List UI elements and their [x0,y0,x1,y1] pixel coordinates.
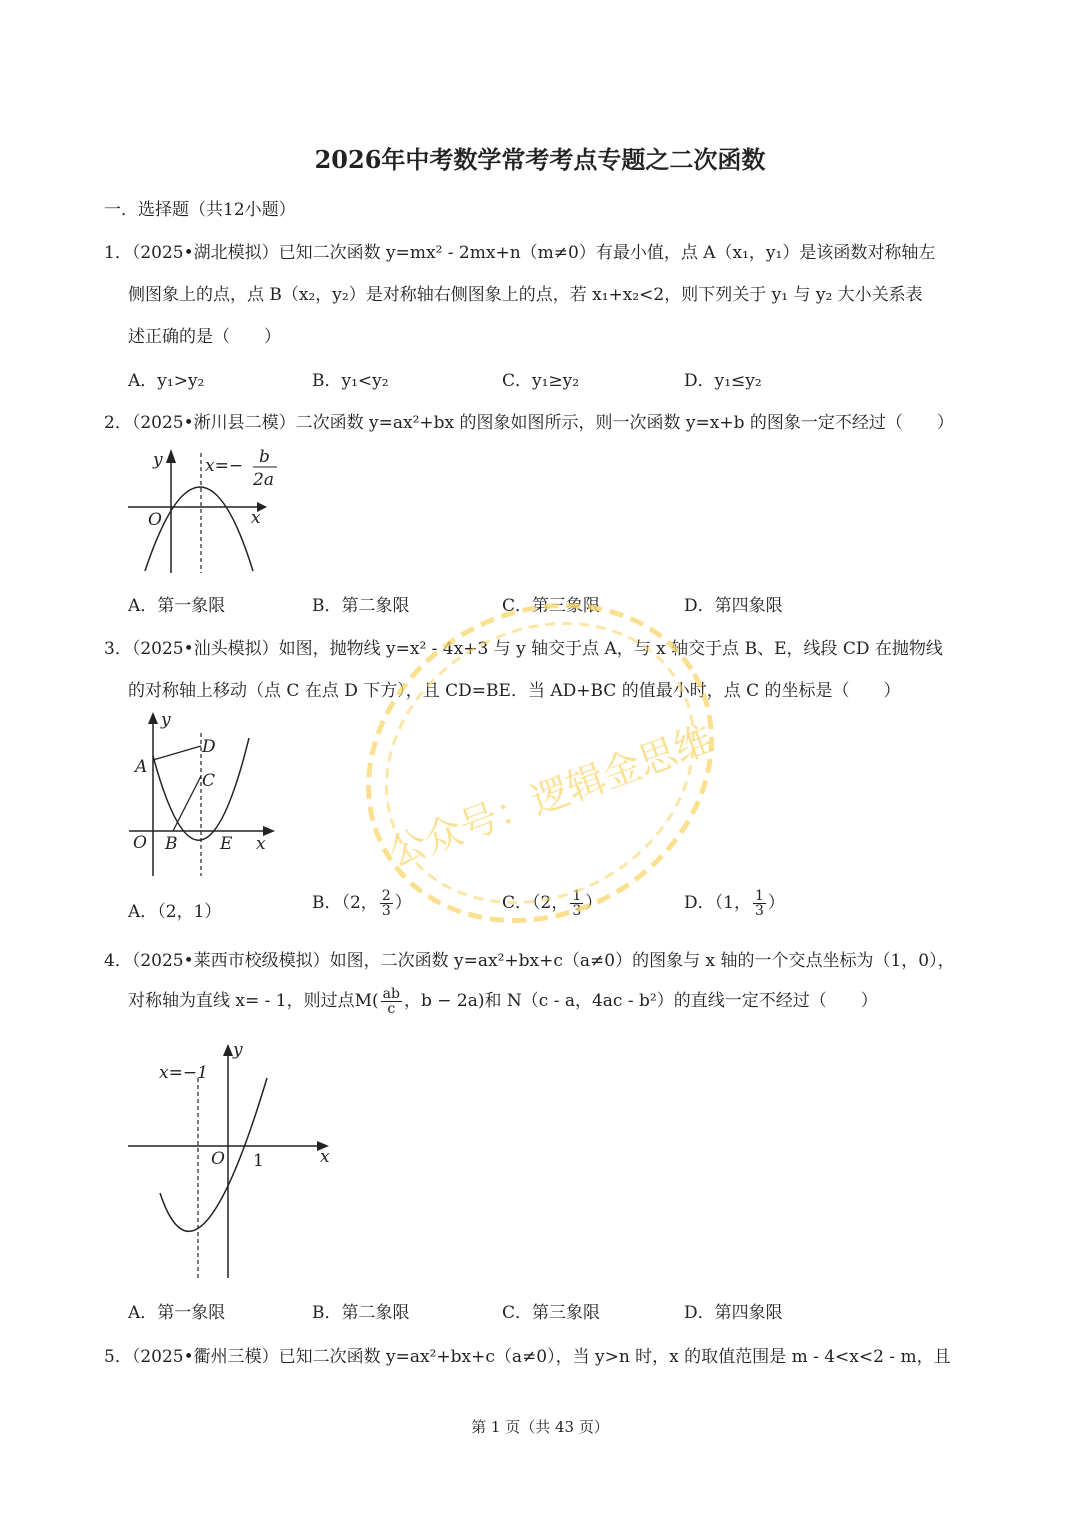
section-heading: 一．选择题（共12小题） [104,200,296,220]
q1-option-d: D．y₁≤y₂ [684,371,762,391]
x-label: x [256,834,266,854]
question-4-line-1: 4．（2025•莱西市校级模拟）如图，二次函数 y=ax²+bx+c（a≠0）的图象与 x 轴的一个交点坐标为（1，0）， [104,951,955,971]
q3-option-b: B．（2， $\frac{2}{3}$ ） [312,888,412,919]
question-3-line-2: 的对称轴上移动（点 C 在点 D 下方），且 CD=BE．当 AD+BC 的值最小时，点 C 的坐标是（ ） [128,681,901,701]
segment-ad [153,746,201,760]
q2-option-d: D．第四象限 [684,596,783,616]
x-label: x [320,1147,330,1167]
point-d-label: D [202,737,216,757]
y-label: y [161,710,171,730]
question-3-line-1: 3．（2025•汕头模拟）如图，抛物线 y=x² - 4x+3 与 y 轴交于点 A，与 x 轴交于点 B、E，线段 CD 在抛物线 [104,639,943,659]
question-1-line-2: 侧图象上的点，点 B（x₂，y₂）是对称轴右侧图象上的点，若 x₁+x₂<2，则下列关于 y₁ 与 y₂ 大小关系表 [128,285,923,305]
axis-eq-den: 2a [253,470,274,490]
question-4-line-2: 对称轴为直线 x= - 1，则过点M( $\frac{ab}{c}$ ，b − 2a)和 N（c - a，4ac - b²）的直线一定不经过（ ） [128,986,878,1017]
origin-label: O [211,1149,225,1169]
q2-figure [125,443,285,578]
y-label: y [233,1040,243,1060]
q3-option-a: A．（2，1） [128,902,222,922]
q1-option-a: A．y₁>y₂ [128,371,205,391]
origin-label: O [148,510,162,530]
question-1-line-3: 述正确的是（ ） [128,327,281,347]
y-label: y [153,450,163,470]
q2-option-b: B．第二象限 [312,596,410,616]
page-footer: 第 1 页（共 43 页） [471,1418,609,1436]
y-axis-arrow [166,449,176,463]
y-axis-arrow [148,712,158,724]
point-b-label: B [165,834,178,854]
q2-option-c: C．第三象限 [502,596,601,616]
q4-option-b: B．第二象限 [312,1303,410,1323]
q4-figure [125,1038,340,1283]
q1-option-b: B．y₁<y₂ [312,371,389,391]
question-1-line-1: 1．（2025•湖北模拟）已知二次函数 y=mx² - 2mx+n（m≠0）有最小值，点 A（x₁，y₁）是该函数对称轴左 [104,243,936,263]
q3-option-c: C．（2， $\frac{1}{3}$ ） [502,888,603,919]
q3-figure [125,708,285,880]
question-2-line-1: 2．（2025•淅川县二模）二次函数 y=ax²+bx 的图象如图所示，则一次函数 y=x+b 的图象一定不经过（ ） [104,413,954,433]
watermark-text: 公众号：逻辑金思维 [382,716,719,876]
q3-option-d: D．（1， $\frac{1}{3}$ ） [684,888,785,919]
axis-eq-num: b [259,447,270,467]
q2-option-a: A．第一象限 [128,596,226,616]
axis-eq-label: x=− [205,456,244,476]
page-title: 2026年中考数学常考考点专题之二次函数 [314,145,766,174]
q1-option-c: C．y₁≥y₂ [502,371,580,391]
q4-option-c: C．第三象限 [502,1303,601,1323]
q4-option-a: A．第一象限 [128,1303,226,1323]
q4-option-d: D．第四象限 [684,1303,783,1323]
point-c-label: C [202,771,216,791]
axis-eq-label: x=−1 [159,1063,208,1083]
y-axis-arrow [223,1044,233,1056]
x-label: x [251,508,261,528]
tick-one-label: 1 [253,1151,264,1171]
question-5-line-1: 5．（2025•衢州三模）已知二次函数 y=ax²+bx+c（a≠0），当 y>n 时，x 的取值范围是 m - 4<x<2 - m，且 [104,1347,951,1367]
segment-bc [173,776,201,831]
origin-label: O [133,833,147,853]
point-a-label: A [135,757,148,777]
point-e-label: E [220,834,233,854]
